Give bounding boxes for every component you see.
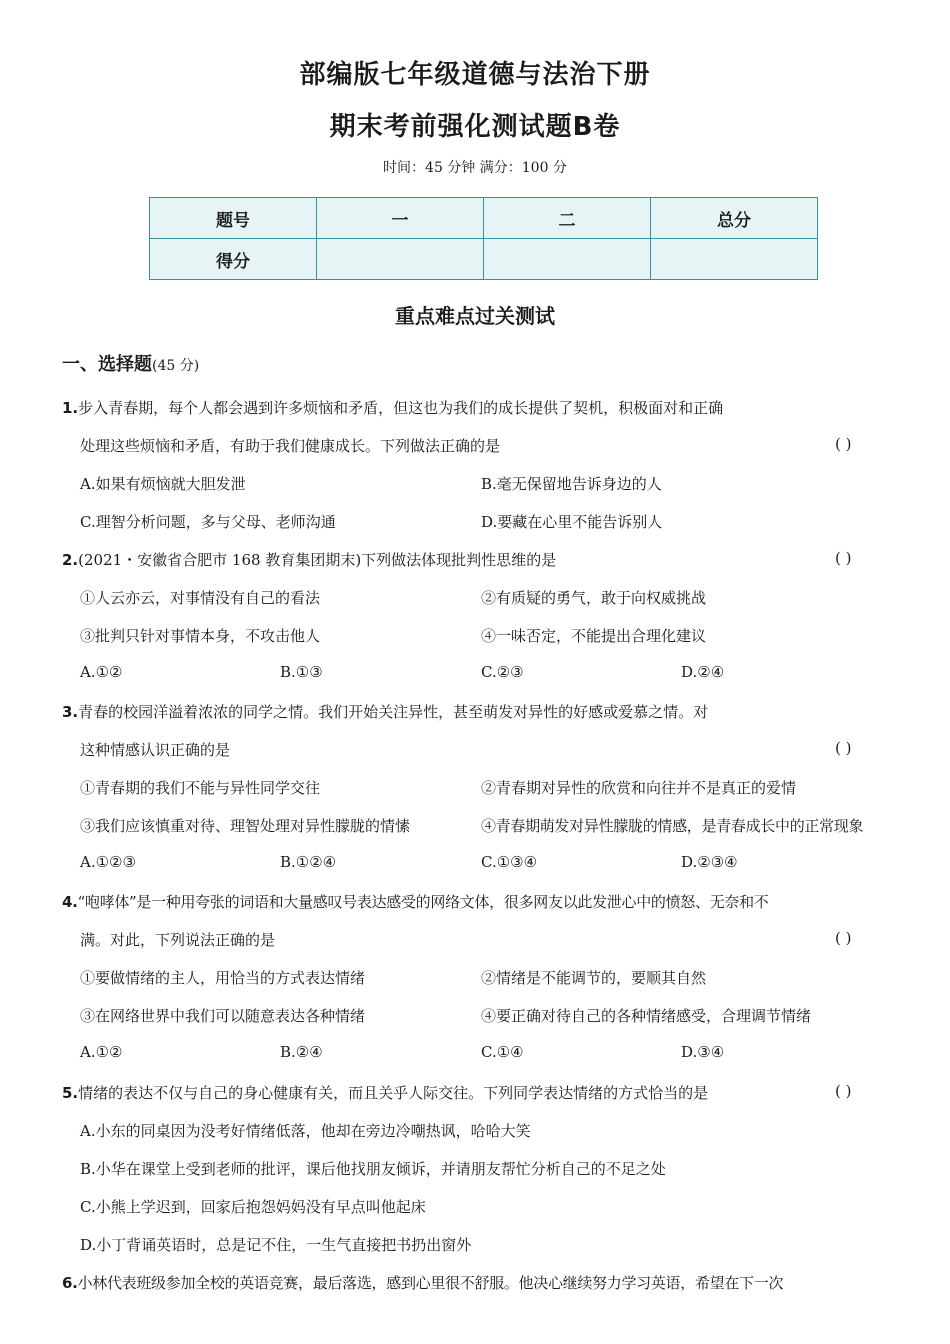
answer-paren[interactable]: ( )	[835, 1082, 852, 1100]
option-a[interactable]: A.①②	[80, 663, 123, 681]
option-c[interactable]: C.①③④	[481, 853, 538, 871]
part-note: (45 分)	[152, 358, 200, 374]
question-number: 2.	[62, 551, 79, 569]
option-c[interactable]: C.②③	[481, 663, 524, 681]
question-text: 青春的校园洋溢着浓浓的同学之情。我们开始关注异性，甚至萌发对异性的好感或爱慕之情。对	[78, 703, 709, 721]
score-table-header-row	[150, 198, 818, 239]
statement-2: ②情绪是不能调节的，要顺其自然	[481, 969, 707, 987]
answer-paren[interactable]: ( )	[835, 739, 852, 757]
question-number: 6.	[62, 1274, 78, 1292]
option-b[interactable]: B.小华在课堂上受到老师的批评，课后他找朋友倾诉，并请朋友帮忙分析自己的不足之处	[80, 1160, 666, 1178]
statement-3: ③批判只针对事情本身，不攻击他人	[80, 627, 321, 645]
option-b[interactable]: B.①②④	[280, 853, 337, 871]
section-title: 重点难点过关测试	[395, 304, 555, 328]
score-table-cell: 二	[484, 198, 651, 239]
statement-2: ②有质疑的勇气，敢于向权威挑战	[481, 589, 707, 607]
score-table-score-row	[150, 239, 818, 280]
question-1-line1	[62, 397, 723, 418]
statement-1: ①青春期的我们不能与异性同学交往	[80, 779, 321, 797]
option-c[interactable]: C.①④	[481, 1043, 524, 1061]
question-text: 情绪的表达不仅与自己的身心健康有关，而且关乎人际交往。下列同学表达情绪的方式恰当的是	[78, 1084, 709, 1102]
score-table-cell: 总分	[651, 198, 818, 239]
question-number: 4.	[62, 893, 78, 911]
part-label: 一、选择题	[62, 354, 152, 375]
time-info: 时间：45 分钟 满分：100 分	[383, 160, 567, 176]
option-a[interactable]: A.①②	[80, 1043, 123, 1061]
option-d[interactable]: D.③④	[681, 1043, 725, 1061]
question-4-line2: 满。对此，下列说法正确的是	[80, 931, 276, 949]
score-table-cell: 一	[317, 198, 484, 239]
statement-3: ③我们应该慎重对待、理智处理对异性朦胧的情愫	[80, 817, 411, 835]
statement-3: ③在网络世界中我们可以随意表达各种情绪	[80, 1007, 366, 1025]
statement-1: ①人云亦云，对事情没有自己的看法	[80, 589, 321, 607]
option-a[interactable]: A.如果有烦恼就大胆发泄	[80, 475, 246, 493]
question-4-line1	[62, 891, 769, 912]
part-heading	[62, 350, 199, 376]
option-d[interactable]: D.小丁背诵英语时，总是记不住，一生气直接把书扔出窗外	[80, 1236, 472, 1254]
option-d[interactable]: D.②④	[681, 663, 725, 681]
option-b[interactable]: B.①③	[280, 663, 323, 681]
question-text: 小林代表班级参加全校的英语竞赛，最后落选，感到心里很不舒服。他决心继续努力学习英语，希望在下一次	[77, 1274, 784, 1292]
answer-paren[interactable]: ( )	[835, 929, 852, 947]
score-cell-part2[interactable]	[484, 239, 651, 280]
question-text: (2021・安徽省合肥市 168 教育集团期末)下列做法体现批判性思维的是	[78, 551, 557, 569]
option-a[interactable]: A.①②③	[80, 853, 136, 871]
question-text: “咆哮体”是一种用夸张的词语和大量感叹号表达感受的网络文体，很多网友以此发泄心中的愤怒、无奈和不	[77, 893, 769, 911]
question-6-line1	[62, 1272, 783, 1293]
question-5-line1	[62, 1082, 708, 1103]
option-b[interactable]: B.毫无保留地告诉身边的人	[481, 475, 662, 493]
question-2-line1	[62, 549, 556, 570]
statement-4: ④要正确对待自己的各种情绪感受，合理调节情绪	[481, 1007, 812, 1025]
score-cell-total[interactable]	[651, 239, 818, 280]
option-c[interactable]: C.理智分析问题，多与父母、老师沟通	[80, 513, 336, 531]
question-number: 3.	[62, 703, 79, 721]
option-a[interactable]: A.小东的同桌因为没考好情绪低落，他却在旁边冷嘲热讽，哈哈大笑	[80, 1122, 531, 1140]
option-d[interactable]: D.②③④	[681, 853, 738, 871]
option-d[interactable]: D.要藏在心里不能告诉别人	[481, 513, 663, 531]
question-number: 1.	[62, 399, 79, 417]
option-b[interactable]: B.②④	[280, 1043, 323, 1061]
score-cell-part1[interactable]	[317, 239, 484, 280]
answer-paren[interactable]: ( )	[835, 549, 852, 567]
score-table-cell: 得分	[150, 239, 317, 280]
answer-paren[interactable]: ( )	[835, 435, 852, 453]
question-text: 步入青春期，每个人都会遇到许多烦恼和矛盾，但这也为我们的成长提供了契机，积极面对和正确	[78, 399, 724, 417]
question-number: 5.	[62, 1084, 79, 1102]
page-title: 部编版七年级道德与法治下册	[299, 60, 651, 90]
score-table-cell: 题号	[150, 198, 317, 239]
score-table	[149, 197, 818, 280]
statement-1: ①要做情绪的主人，用恰当的方式表达情绪	[80, 969, 366, 987]
question-3-line1	[62, 701, 708, 722]
statement-4: ④青春期萌发对异性朦胧的情感，是青春成长中的正常现象	[481, 817, 864, 835]
statement-2: ②青春期对异性的欣赏和向往并不是真正的爱情	[481, 779, 797, 797]
question-1-line2: 处理这些烦恼和矛盾，有助于我们健康成长。下列做法正确的是	[80, 437, 501, 455]
statement-4: ④一味否定，不能提出合理化建议	[481, 627, 707, 645]
option-c[interactable]: C.小熊上学迟到，回家后抱怨妈妈没有早点叫他起床	[80, 1198, 426, 1216]
question-3-line2: 这种情感认识正确的是	[80, 741, 231, 759]
page-subtitle: 期末考前强化测试题B卷	[329, 112, 621, 142]
